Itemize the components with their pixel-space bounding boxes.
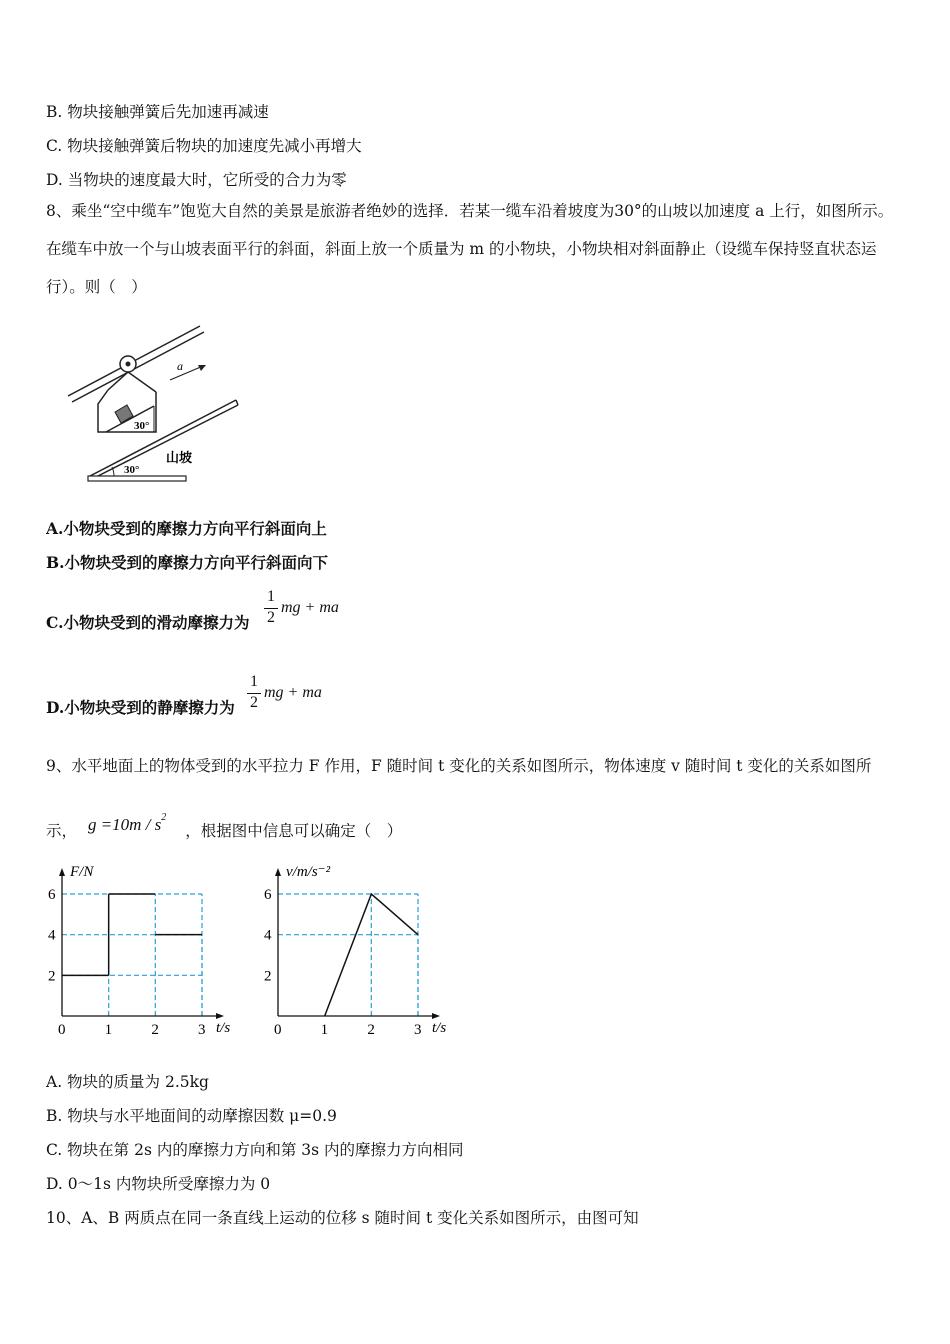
q9-stem-suffix: ，根据图中信息可以确定（ ）: [185, 822, 403, 841]
y-tick-label: 2: [264, 968, 272, 985]
x-tick-label: 1: [320, 1022, 329, 1038]
x-axis-arrow: [432, 1013, 440, 1019]
cable-car-figure: [60, 312, 250, 492]
y-tick-label: 6: [48, 887, 56, 903]
q8-option-d: D.小物块受到的静摩擦力为: [46, 698, 235, 717]
q7-option-b: B. 物块接触弹簧后先加速再减速: [46, 103, 269, 121]
slope-label: 山坡: [166, 451, 193, 466]
y-axis-arrow: [275, 868, 281, 876]
x-axis-label: t/s: [216, 1020, 231, 1036]
y-axis-arrow: [59, 868, 65, 876]
x-axis-label: t/s: [432, 1020, 447, 1036]
x-axis-arrow: [216, 1013, 224, 1019]
x-tick-label: 0: [274, 1022, 282, 1038]
formula-denominator: 2: [267, 609, 275, 626]
y-axis-label: v/m/s⁻²: [286, 864, 331, 880]
y-tick-label: 2: [48, 968, 56, 985]
formula-terms: mg + ma: [281, 599, 339, 616]
q8-option-c: C.小物块受到的滑动摩擦力为: [46, 613, 250, 632]
q8-stem: 8、乘坐“空中缆车”饱览大自然的美景是旅游者绝妙的选择．若某一缆车沿着坡度为30°的山坡以加速度 a 上行，如图所示。在缆车中放一个与山坡表面平行的斜面，斜面上放一个质量为 m 的小物块，小物块相对斜面静止（设缆车保持竖直状态运行）。则（ ）: [46, 202, 894, 296]
y-axis-label: F/N: [70, 864, 94, 880]
q9-stem-prefix: 示，: [46, 822, 78, 841]
x-tick-label: 2: [151, 1022, 159, 1038]
x-tick-label: 2: [367, 1022, 375, 1038]
y-tick-label: 4: [264, 927, 272, 944]
q9-option-a: A. 物块的质量为 2.5kg: [46, 1073, 209, 1091]
x-tick-label: 0: [58, 1022, 66, 1038]
q8-option-a: A.小物块受到的摩擦力方向平行斜面向上: [46, 519, 327, 538]
q10-stem: 10、A、B 两质点在同一条直线上运动的位移 s 随时间 t 变化关系如图所示，由图可知: [46, 1209, 639, 1227]
force-time-chart: [40, 858, 250, 1043]
q9-option-b: B. 物块与水平地面间的动摩擦因数 μ=0.9: [46, 1107, 337, 1125]
g-formula: g =10m / s: [87, 815, 162, 835]
q8-option-b: B.小物块受到的摩擦力方向平行斜面向下: [46, 553, 328, 572]
formula-denominator: 2: [250, 694, 258, 711]
q7-option-c: C. 物块接触弹簧后物块的加速度先减小再增大: [46, 137, 362, 155]
inner-angle-label: 30°: [134, 420, 150, 432]
y-tick-label: 6: [264, 887, 272, 903]
x-tick-label: 3: [414, 1022, 422, 1038]
q7-option-d: D. 当物块的速度最大时，它所受的合力为零: [46, 171, 347, 189]
formula-numerator: 1: [250, 673, 258, 690]
accel-label: a: [177, 359, 183, 373]
x-tick-label: 3: [198, 1022, 206, 1038]
y-tick-label: 4: [48, 927, 56, 944]
formula-terms: mg + ma: [264, 684, 322, 701]
q9-stem-line1: 9、水平地面上的物体受到的水平拉力 F 作用，F 随时间 t 变化的关系如图所示，物体速度 v 随时间 t 变化的关系如图所: [46, 757, 872, 775]
g-exponent: 2: [161, 812, 167, 823]
q9-option-c: C. 物块在第 2s 内的摩擦力方向和第 3s 内的摩擦力方向相同: [46, 1141, 464, 1159]
q9-stem-line2: [46, 812, 403, 842]
velocity-time-chart: [262, 858, 462, 1043]
q9-option-d: D. 0～1s 内物块所受摩擦力为 0: [46, 1175, 271, 1193]
slope-angle-label: 30°: [124, 464, 140, 476]
formula-numerator: 1: [267, 588, 275, 605]
x-tick-label: 1: [104, 1022, 113, 1038]
